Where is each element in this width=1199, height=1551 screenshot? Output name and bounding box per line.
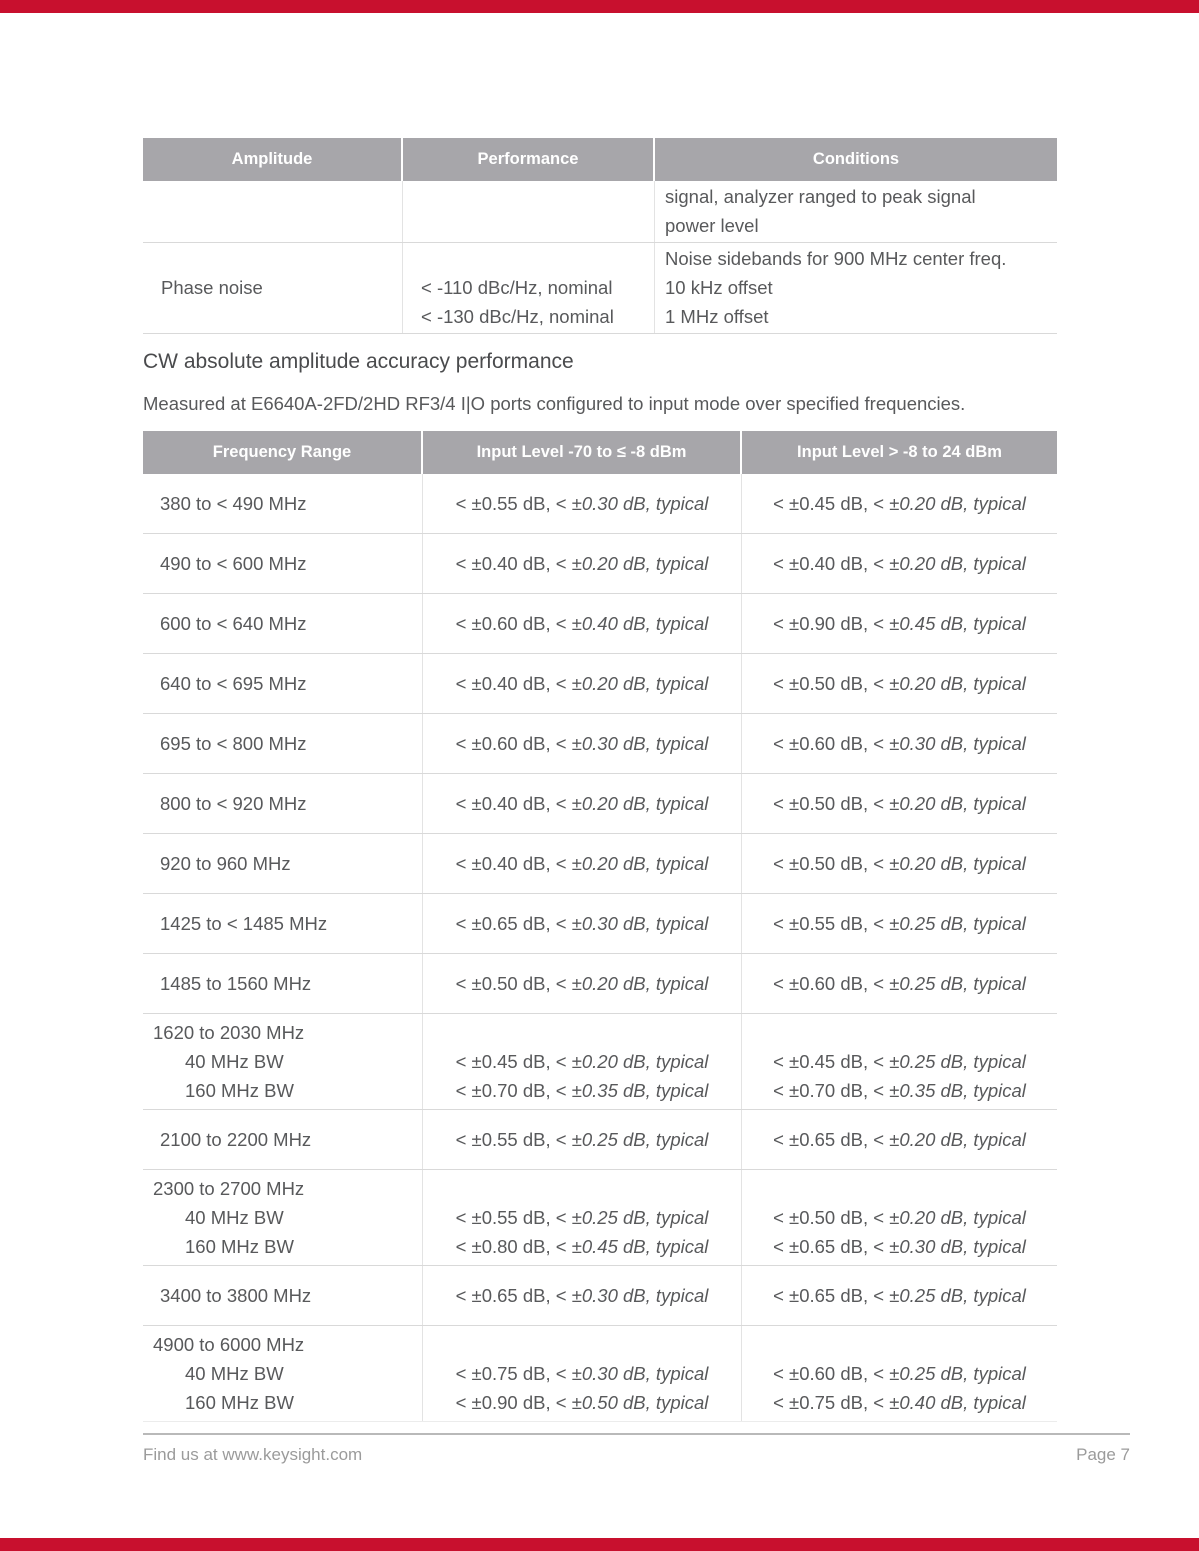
value-line [742,1125,1057,1155]
frequency-range-label: 800 to < 920 MHz [160,793,307,814]
page-number: Page 7 [1076,1445,1130,1464]
conditions-line: 1 MHz offset [665,306,769,327]
frequency-range-label: 2300 to 2700 MHz [153,1178,305,1199]
bandwidth-label: 40 MHz BW [185,1051,284,1072]
performance-cell [403,181,655,242]
value-typical-part: ±0.20 dB, typical [571,973,709,994]
value-typical-part: ±0.30 dB, typical [571,1285,709,1306]
input-level-high-cell [742,1110,1057,1169]
value-typical-part: ±0.25 dB, typical [571,1129,709,1150]
conditions-line: Noise sidebands for 900 MHz center freq. [665,248,1007,269]
input-level-high-cell [742,594,1057,653]
value-line [423,789,741,819]
performance-line: < -110 dBc/Hz, nominal [421,277,613,298]
frequency-cell [143,954,423,1013]
input-level-low-cell [423,1110,742,1169]
value-normal-part: < ±0.55 dB, < [455,1129,572,1150]
value-normal-part: < ±0.40 dB, < [455,853,572,874]
footer [143,1433,1130,1465]
bandwidth-label: 40 MHz BW [185,1363,284,1384]
frequency-range-label: 1485 to 1560 MHz [160,973,312,994]
table-row [143,594,1057,654]
amplitude-table-body [143,181,1057,334]
value-typical-part: ±0.20 dB, typical [571,853,709,874]
frequency-cell [143,654,423,713]
value-normal-part: < ±0.65 dB, < [773,1236,890,1257]
value-normal-part: < ±0.65 dB, < [773,1129,890,1150]
bandwidth-label: 160 MHz BW [185,1392,294,1413]
frequency-range-label: 490 to < 600 MHz [160,553,307,574]
column-header-amplitude: Amplitude [143,138,403,181]
value-line [742,549,1057,579]
value-line [423,729,741,759]
table-row [143,1014,1057,1110]
table-row [143,894,1057,954]
section-heading: CW absolute amplitude accuracy performance [143,350,574,373]
value-typical-part: ±0.25 dB, typical [889,1051,1026,1072]
value-typical-part: ±0.20 dB, typical [889,493,1026,514]
table-row [143,1170,1057,1266]
value-typical-part: ±0.30 dB, typical [889,1236,1026,1257]
input-level-low-cell [423,474,742,533]
bandwidth-label: 40 MHz BW [185,1207,284,1228]
frequency-range-label: 695 to < 800 MHz [160,733,307,754]
table-row [143,181,1057,243]
bottom-red-bar [0,1538,1199,1551]
value-normal-part: < ±0.70 dB, < [773,1080,890,1101]
column-header-input-level-low: Input Level -70 to ≤ -8 dBm [423,431,742,474]
input-level-high-cell [742,1326,1057,1421]
frequency-range-label: 3400 to 3800 MHz [160,1285,312,1306]
input-level-low-cell [423,1326,742,1421]
value-typical-part: ±0.40 dB, typical [571,613,709,634]
value-normal-part: < ±0.60 dB, < [455,613,572,634]
value-line [742,1359,1057,1388]
value-typical-part: ±0.30 dB, typical [889,733,1026,754]
conditions-line: power level [665,215,759,236]
value-typical-part: ±0.30 dB, typical [571,913,709,934]
value-normal-part: < ±0.80 dB, < [455,1236,572,1257]
value-line [423,1125,741,1155]
frequency-cell [143,714,423,773]
amplitude-table [143,138,1057,334]
conditions-cell [655,243,1057,333]
input-level-low-cell [423,1170,742,1265]
value-typical-part: ±0.25 dB, typical [889,913,1026,934]
value-typical-part: ±0.20 dB, typical [889,1129,1026,1150]
frequency-cell [143,594,423,653]
value-normal-part: < ±0.50 dB, < [773,853,890,874]
value-line [742,789,1057,819]
value-line [742,729,1057,759]
value-line [742,1018,1057,1047]
input-level-high-cell [742,1170,1057,1265]
value-normal-part: < ±0.60 dB, < [773,733,890,754]
value-line [423,849,741,879]
value-line [423,1076,741,1105]
value-normal-part: < ±0.60 dB, < [773,973,890,994]
value-typical-part: ±0.35 dB, typical [571,1080,709,1101]
value-normal-part: < ±0.55 dB, < [773,913,890,934]
value-line [742,609,1057,639]
amplitude-cell [143,181,403,242]
frequency-cell [143,1014,423,1109]
frequency-cell [143,534,423,593]
value-line [742,1281,1057,1311]
table-row [143,834,1057,894]
value-typical-part: ±0.30 dB, typical [571,493,709,514]
frequency-cell [143,894,423,953]
value-normal-part: < ±0.55 dB, < [455,1207,572,1228]
frequency-range-label: 380 to < 490 MHz [160,493,307,514]
value-typical-part: ±0.20 dB, typical [571,673,709,694]
value-normal-part: < ±0.70 dB, < [455,1080,572,1101]
table-row [143,654,1057,714]
value-line [423,1047,741,1076]
input-level-high-cell [742,714,1057,773]
value-normal-part: < ±0.40 dB, < [455,673,572,694]
value-typical-part: ±0.20 dB, typical [889,1207,1026,1228]
table-row [143,1326,1057,1422]
table-row [143,1266,1057,1326]
value-line [742,1388,1057,1417]
value-normal-part: < ±0.40 dB, < [455,553,572,574]
value-normal-part: < ±0.90 dB, < [455,1392,572,1413]
input-level-high-cell [742,894,1057,953]
value-line [423,1281,741,1311]
accuracy-table [143,431,1057,1422]
frequency-cell [143,774,423,833]
value-typical-part: ±0.20 dB, typical [889,553,1026,574]
table-row [143,243,1057,334]
value-typical-part: ±0.20 dB, typical [889,673,1026,694]
value-normal-part: < ±0.40 dB, < [773,553,890,574]
value-typical-part: ±0.20 dB, typical [571,1051,709,1072]
accuracy-table-header [143,431,1057,474]
table-row [143,534,1057,594]
input-level-high-cell [742,774,1057,833]
value-line [423,1018,741,1047]
value-typical-part: ±0.45 dB, typical [889,613,1026,634]
input-level-high-cell [742,1266,1057,1325]
conditions-line: signal, analyzer ranged to peak signal [665,186,976,207]
value-normal-part: < ±0.40 dB, < [455,793,572,814]
value-line [423,1388,741,1417]
frequency-range-label: 2100 to 2200 MHz [160,1129,312,1150]
input-level-high-cell [742,1014,1057,1109]
input-level-low-cell [423,954,742,1013]
value-typical-part: ±0.30 dB, typical [571,1363,709,1384]
frequency-cell [143,1266,423,1325]
value-normal-part: < ±0.65 dB, < [455,1285,572,1306]
value-line [742,489,1057,519]
frequency-range-label: 1620 to 2030 MHz [153,1022,305,1043]
value-line [423,1359,741,1388]
value-line [423,1203,741,1232]
table-row [143,714,1057,774]
frequency-cell [143,1326,423,1421]
value-normal-part: < ±0.45 dB, < [773,1051,890,1072]
value-line [742,1203,1057,1232]
value-typical-part: ±0.35 dB, typical [889,1080,1026,1101]
value-line [423,1174,741,1203]
value-normal-part: < ±0.60 dB, < [455,733,572,754]
value-line [742,1076,1057,1105]
value-line [423,609,741,639]
input-level-low-cell [423,654,742,713]
conditions-cell [655,181,1057,242]
column-header-performance: Performance [403,138,655,181]
input-level-low-cell [423,594,742,653]
input-level-high-cell [742,834,1057,893]
input-level-high-cell [742,534,1057,593]
footer-row [143,1435,1130,1465]
column-header-input-level-high: Input Level > -8 to 24 dBm [797,443,1002,461]
value-normal-part: < ±0.65 dB, < [455,913,572,934]
frequency-cell [143,1170,423,1265]
input-level-high-cell [742,654,1057,713]
input-level-high-cell [742,954,1057,1013]
performance-line [421,244,642,273]
value-line [423,1330,741,1359]
intro-text: Measured at E6640A-2FD/2HD RF3/4 I|O ports configured to input mode over specified frequencies. [143,393,966,414]
value-typical-part: ±0.45 dB, typical [571,1236,709,1257]
bandwidth-label: 160 MHz BW [185,1236,294,1257]
table-row [143,1110,1057,1170]
value-typical-part: ±0.25 dB, typical [889,973,1026,994]
value-line [423,909,741,939]
amplitude-cell: Phase noise [143,243,403,333]
performance-cell [403,243,655,333]
bandwidth-label: 160 MHz BW [185,1080,294,1101]
column-header-conditions: Conditions [812,150,900,168]
input-level-low-cell [423,1014,742,1109]
value-typical-part: ±0.20 dB, typical [571,553,709,574]
value-typical-part: ±0.20 dB, typical [889,853,1026,874]
table-row [143,954,1057,1014]
value-line [423,969,741,999]
value-normal-part: < ±0.50 dB, < [773,1207,890,1228]
value-line [423,1232,741,1261]
value-normal-part: < ±0.55 dB, < [455,493,572,514]
input-level-low-cell [423,714,742,773]
input-level-low-cell [423,834,742,893]
accuracy-table-body [143,474,1057,1422]
value-normal-part: < ±0.50 dB, < [455,973,572,994]
frequency-cell [143,474,423,533]
input-level-low-cell [423,534,742,593]
frequency-range-label: 640 to < 695 MHz [160,673,307,694]
table-row [143,774,1057,834]
value-line [423,489,741,519]
value-line [742,669,1057,699]
page-content [143,138,1057,1422]
value-typical-part: ±0.50 dB, typical [571,1392,709,1413]
value-typical-part: ±0.25 dB, typical [889,1285,1026,1306]
value-typical-part: ±0.25 dB, typical [889,1363,1026,1384]
conditions-line: 10 kHz offset [665,277,773,298]
value-line [423,669,741,699]
frequency-range-label: 4900 to 6000 MHz [153,1334,305,1355]
value-normal-part: < ±0.45 dB, < [455,1051,572,1072]
value-line [742,909,1057,939]
value-line [742,1174,1057,1203]
value-normal-part: < ±0.75 dB, < [455,1363,572,1384]
footer-find-us-text: Find us at www.keysight.com [143,1445,363,1464]
value-line [742,969,1057,999]
input-level-low-cell [423,894,742,953]
value-typical-part: ±0.30 dB, typical [571,733,709,754]
frequency-cell [143,834,423,893]
value-line [423,549,741,579]
value-normal-part: < ±0.75 dB, < [773,1392,890,1413]
value-line [742,1232,1057,1261]
value-normal-part: < ±0.90 dB, < [773,613,890,634]
value-normal-part: < ±0.50 dB, < [773,793,890,814]
frequency-range-label: 1425 to < 1485 MHz [160,913,328,934]
value-typical-part: ±0.20 dB, typical [889,793,1026,814]
input-level-low-cell [423,774,742,833]
value-normal-part: < ±0.45 dB, < [773,493,890,514]
frequency-cell [143,1110,423,1169]
frequency-range-label: 600 to < 640 MHz [160,613,307,634]
input-level-low-cell [423,1266,742,1325]
performance-line [421,182,642,211]
value-line [742,849,1057,879]
value-normal-part: < ±0.50 dB, < [773,673,890,694]
value-typical-part: ±0.20 dB, typical [571,793,709,814]
value-line [742,1047,1057,1076]
value-line [742,1330,1057,1359]
value-normal-part: < ±0.60 dB, < [773,1363,890,1384]
amplitude-table-header [143,138,1057,181]
value-typical-part: ±0.25 dB, typical [571,1207,709,1228]
top-red-bar [0,0,1199,13]
column-header-frequency-range: Frequency Range [143,431,423,474]
performance-line: < -130 dBc/Hz, nominal [421,306,614,327]
input-level-high-cell [742,474,1057,533]
value-typical-part: ±0.40 dB, typical [889,1392,1026,1413]
frequency-range-label: 920 to 960 MHz [160,853,291,874]
value-normal-part: < ±0.65 dB, < [773,1285,890,1306]
table-row [143,474,1057,534]
